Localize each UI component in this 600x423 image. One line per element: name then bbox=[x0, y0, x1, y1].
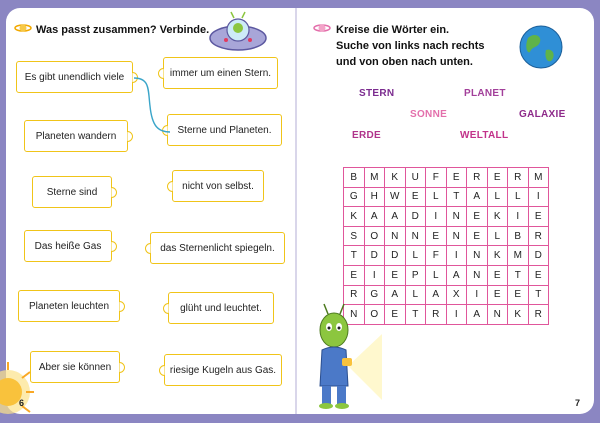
grid-cell[interactable]: O bbox=[364, 226, 385, 246]
grid-cell[interactable]: M bbox=[528, 168, 549, 188]
sun-illustration bbox=[0, 350, 50, 414]
grid-cell[interactable]: D bbox=[528, 246, 549, 266]
grid-cell[interactable]: G bbox=[364, 285, 385, 305]
grid-cell[interactable]: L bbox=[405, 285, 426, 305]
grid-cell[interactable]: T bbox=[405, 305, 426, 325]
grid-cell[interactable]: A bbox=[364, 207, 385, 227]
grid-cell[interactable]: N bbox=[446, 226, 467, 246]
grid-cell[interactable]: A bbox=[467, 305, 488, 325]
grid-cell[interactable]: K bbox=[385, 168, 406, 188]
grid-cell[interactable]: A bbox=[467, 187, 488, 207]
earth-illustration bbox=[518, 24, 564, 70]
word-stern: STERN bbox=[359, 88, 395, 99]
grid-cell[interactable]: U bbox=[405, 168, 426, 188]
word-galaxie: GALAXIE bbox=[519, 109, 566, 120]
grid-cell[interactable]: E bbox=[385, 265, 406, 285]
alien-spaceship-illustration bbox=[206, 10, 270, 54]
grid-cell[interactable]: X bbox=[446, 285, 467, 305]
grid-cell[interactable]: R bbox=[344, 285, 365, 305]
right-card-2[interactable]: Sterne und Planeten. bbox=[167, 114, 282, 146]
left-card-2[interactable]: Planeten wandern bbox=[24, 120, 128, 152]
grid-cell[interactable]: E bbox=[528, 265, 549, 285]
right-card-1[interactable]: immer um einen Stern. bbox=[163, 57, 278, 89]
grid-cell[interactable]: I bbox=[528, 187, 549, 207]
grid-cell[interactable]: L bbox=[487, 226, 508, 246]
left-card-4[interactable]: Das heiße Gas bbox=[24, 230, 112, 262]
grid-cell[interactable]: N bbox=[467, 265, 488, 285]
grid-row bbox=[344, 168, 549, 188]
grid-row bbox=[344, 246, 549, 266]
grid-cell[interactable]: N bbox=[487, 305, 508, 325]
grid-cell[interactable]: R bbox=[528, 305, 549, 325]
grid-cell[interactable]: G bbox=[344, 187, 365, 207]
grid-cell[interactable]: B bbox=[344, 168, 365, 188]
grid-cell[interactable]: K bbox=[487, 207, 508, 227]
word-sonne: SONNE bbox=[410, 109, 448, 120]
grid-cell[interactable]: E bbox=[405, 187, 426, 207]
grid-cell[interactable]: E bbox=[528, 207, 549, 227]
left-heading: Was passt zusammen? Verbinde. bbox=[36, 24, 210, 36]
right-heading-line-2: Suche von links nach rechts bbox=[336, 40, 485, 52]
grid-cell[interactable]: L bbox=[405, 246, 426, 266]
right-page-number: 7 bbox=[575, 398, 581, 408]
grid-cell[interactable]: L bbox=[508, 187, 529, 207]
grid-cell[interactable]: K bbox=[508, 305, 529, 325]
grid-cell[interactable]: B bbox=[508, 226, 529, 246]
grid-cell[interactable]: M bbox=[508, 246, 529, 266]
grid-cell[interactable]: E bbox=[446, 168, 467, 188]
word-erde: ERDE bbox=[352, 130, 381, 141]
grid-cell[interactable]: N bbox=[385, 226, 406, 246]
right-card-3[interactable]: nicht von selbst. bbox=[172, 170, 264, 202]
grid-cell[interactable]: T bbox=[528, 285, 549, 305]
grid-cell[interactable]: K bbox=[344, 207, 365, 227]
left-page-number: 6 bbox=[19, 398, 25, 408]
grid-cell[interactable]: E bbox=[467, 226, 488, 246]
grid-cell[interactable]: D bbox=[405, 207, 426, 227]
grid-cell[interactable]: I bbox=[426, 207, 447, 227]
grid-cell[interactable]: R bbox=[528, 226, 549, 246]
grid-cell[interactable]: K bbox=[487, 246, 508, 266]
grid-cell[interactable]: R bbox=[426, 305, 447, 325]
grid-cell[interactable]: E bbox=[385, 305, 406, 325]
example-connection-line bbox=[130, 70, 174, 140]
saturn-icon bbox=[14, 22, 32, 34]
grid-cell[interactable]: E bbox=[344, 265, 365, 285]
grid-cell[interactable]: E bbox=[487, 265, 508, 285]
grid-row bbox=[344, 207, 549, 227]
left-card-5[interactable]: Planeten leuchten bbox=[18, 290, 120, 322]
grid-cell[interactable]: E bbox=[426, 226, 447, 246]
grid-cell[interactable]: R bbox=[467, 168, 488, 188]
grid-cell[interactable]: I bbox=[446, 246, 467, 266]
grid-row bbox=[344, 187, 549, 207]
grid-row bbox=[344, 226, 549, 246]
grid-cell[interactable]: F bbox=[426, 246, 447, 266]
grid-cell[interactable]: W bbox=[385, 187, 406, 207]
grid-cell[interactable]: F bbox=[426, 168, 447, 188]
grid-cell[interactable]: E bbox=[467, 207, 488, 227]
grid-cell[interactable]: T bbox=[508, 265, 529, 285]
right-card-5[interactable]: glüht und leuchtet. bbox=[168, 292, 274, 324]
left-card-1[interactable]: Es gibt unendlich viele bbox=[16, 61, 133, 93]
grid-cell[interactable]: H bbox=[364, 187, 385, 207]
grid-cell[interactable]: S bbox=[344, 226, 365, 246]
grid-cell[interactable]: T bbox=[446, 187, 467, 207]
grid-cell[interactable]: D bbox=[364, 246, 385, 266]
right-card-6[interactable]: riesige Kugeln aus Gas. bbox=[164, 354, 282, 386]
grid-cell[interactable]: I bbox=[508, 207, 529, 227]
grid-cell[interactable]: M bbox=[364, 168, 385, 188]
alien-flashlight-illustration bbox=[312, 300, 382, 412]
grid-cell[interactable]: P bbox=[405, 265, 426, 285]
grid-cell[interactable]: I bbox=[446, 305, 467, 325]
grid-cell[interactable]: O bbox=[364, 305, 385, 325]
right-heading-line-3: und von oben nach unten. bbox=[336, 56, 473, 68]
grid-cell[interactable]: D bbox=[385, 246, 406, 266]
grid-cell[interactable]: A bbox=[385, 285, 406, 305]
grid-row bbox=[344, 265, 549, 285]
left-card-6[interactable]: Aber sie können bbox=[30, 351, 120, 383]
left-card-3[interactable]: Sterne sind bbox=[32, 176, 112, 208]
grid-cell[interactable]: L bbox=[426, 187, 447, 207]
grid-cell[interactable]: L bbox=[426, 265, 447, 285]
grid-cell[interactable]: N bbox=[405, 226, 426, 246]
grid-cell[interactable]: R bbox=[508, 168, 529, 188]
grid-cell[interactable]: I bbox=[364, 265, 385, 285]
grid-cell[interactable]: I bbox=[467, 285, 488, 305]
grid-cell[interactable]: A bbox=[385, 207, 406, 227]
word-weltall: WELTALL bbox=[460, 130, 509, 141]
grid-cell[interactable]: E bbox=[487, 285, 508, 305]
grid-cell[interactable]: E bbox=[487, 168, 508, 188]
word-planet: PLANET bbox=[464, 88, 506, 99]
page-gutter bbox=[295, 8, 297, 414]
grid-cell[interactable]: L bbox=[487, 187, 508, 207]
grid-cell[interactable]: T bbox=[344, 246, 365, 266]
grid-cell[interactable]: E bbox=[508, 285, 529, 305]
grid-cell[interactable]: N bbox=[446, 207, 467, 227]
grid-cell[interactable]: A bbox=[426, 285, 447, 305]
saturn-icon bbox=[313, 22, 331, 34]
grid-cell[interactable]: A bbox=[446, 265, 467, 285]
right-card-4[interactable]: das Sternenlicht spiegeln. bbox=[150, 232, 285, 264]
right-heading-line-1: Kreise die Wörter ein. bbox=[336, 24, 450, 36]
grid-cell[interactable]: N bbox=[467, 246, 488, 266]
grid-cell[interactable]: N bbox=[344, 305, 365, 325]
